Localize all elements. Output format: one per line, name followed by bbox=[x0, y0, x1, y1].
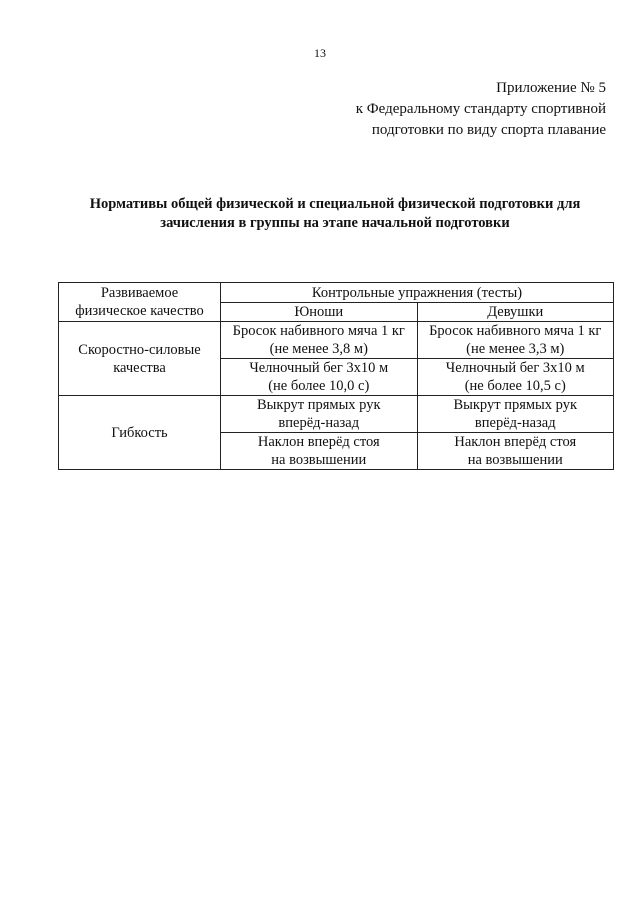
header-quality-cell bbox=[59, 283, 221, 322]
test-name: Челночный бег 3х10 м bbox=[445, 360, 585, 376]
girls-test-cell bbox=[417, 322, 614, 359]
girls-test-cell bbox=[417, 433, 614, 470]
test-name: Бросок набивного мяча 1 кг bbox=[429, 323, 602, 339]
quality-line-1: Скоростно-силовые bbox=[78, 341, 201, 358]
table-row bbox=[59, 396, 614, 433]
test-name: Выкрут прямых рук bbox=[453, 397, 578, 413]
table-row bbox=[59, 322, 614, 359]
boys-test-cell bbox=[221, 433, 417, 470]
test-name: Наклон вперёд стоя bbox=[454, 434, 577, 450]
quality-line-1: Гибкость bbox=[111, 424, 168, 441]
appendix-heading bbox=[356, 78, 606, 141]
title-line-1: Нормативы общей физической и специальной физической подготовки для bbox=[89, 196, 581, 212]
header-tests-cell: Контрольные упражнения (тесты) bbox=[221, 283, 614, 303]
header-quality-line-1: Развиваемое bbox=[100, 285, 179, 301]
appendix-line-2: к Федеральному стандарту спортивной bbox=[355, 101, 606, 117]
test-name: Выкрут прямых рук bbox=[256, 397, 381, 413]
test-norm: (не более 10,5 с) bbox=[464, 378, 566, 394]
test-norm: на возвышении bbox=[467, 452, 563, 468]
test-norm: вперёд-назад bbox=[278, 415, 360, 431]
norms-table bbox=[58, 282, 614, 470]
title-line-2: зачисления в группы на этапе начальной подготовки bbox=[160, 215, 510, 231]
girls-test-cell bbox=[417, 396, 614, 433]
test-norm: (не более 10,0 с) bbox=[268, 378, 370, 394]
test-norm: на возвышении bbox=[271, 452, 367, 468]
girls-test-cell bbox=[417, 359, 614, 396]
quality-cell-speed-strength bbox=[59, 322, 221, 396]
header-girls-cell: Девушки bbox=[417, 303, 614, 322]
test-name: Челночный бег 3х10 м bbox=[249, 360, 389, 376]
appendix-line-1: Приложение № 5 bbox=[496, 80, 606, 96]
boys-test-cell bbox=[221, 396, 417, 433]
test-name: Наклон вперёд стоя bbox=[257, 434, 380, 450]
page-number: 13 bbox=[314, 46, 326, 60]
boys-test-cell bbox=[221, 359, 417, 396]
test-norm: вперёд-назад bbox=[474, 415, 556, 431]
test-norm: (не менее 3,8 м) bbox=[269, 341, 368, 357]
document-title bbox=[40, 195, 630, 233]
test-name: Бросок набивного мяча 1 кг bbox=[232, 323, 405, 339]
table-header-row bbox=[59, 283, 614, 303]
quality-line-2: качества bbox=[113, 359, 166, 376]
appendix-line-3: подготовки по виду спорта плавание bbox=[371, 122, 606, 138]
header-boys-cell: Юноши bbox=[221, 303, 417, 322]
boys-test-cell bbox=[221, 322, 417, 359]
test-norm: (не менее 3,3 м) bbox=[466, 341, 565, 357]
header-quality-line-2: физическое качество bbox=[75, 303, 204, 319]
quality-cell-flexibility bbox=[59, 396, 221, 470]
